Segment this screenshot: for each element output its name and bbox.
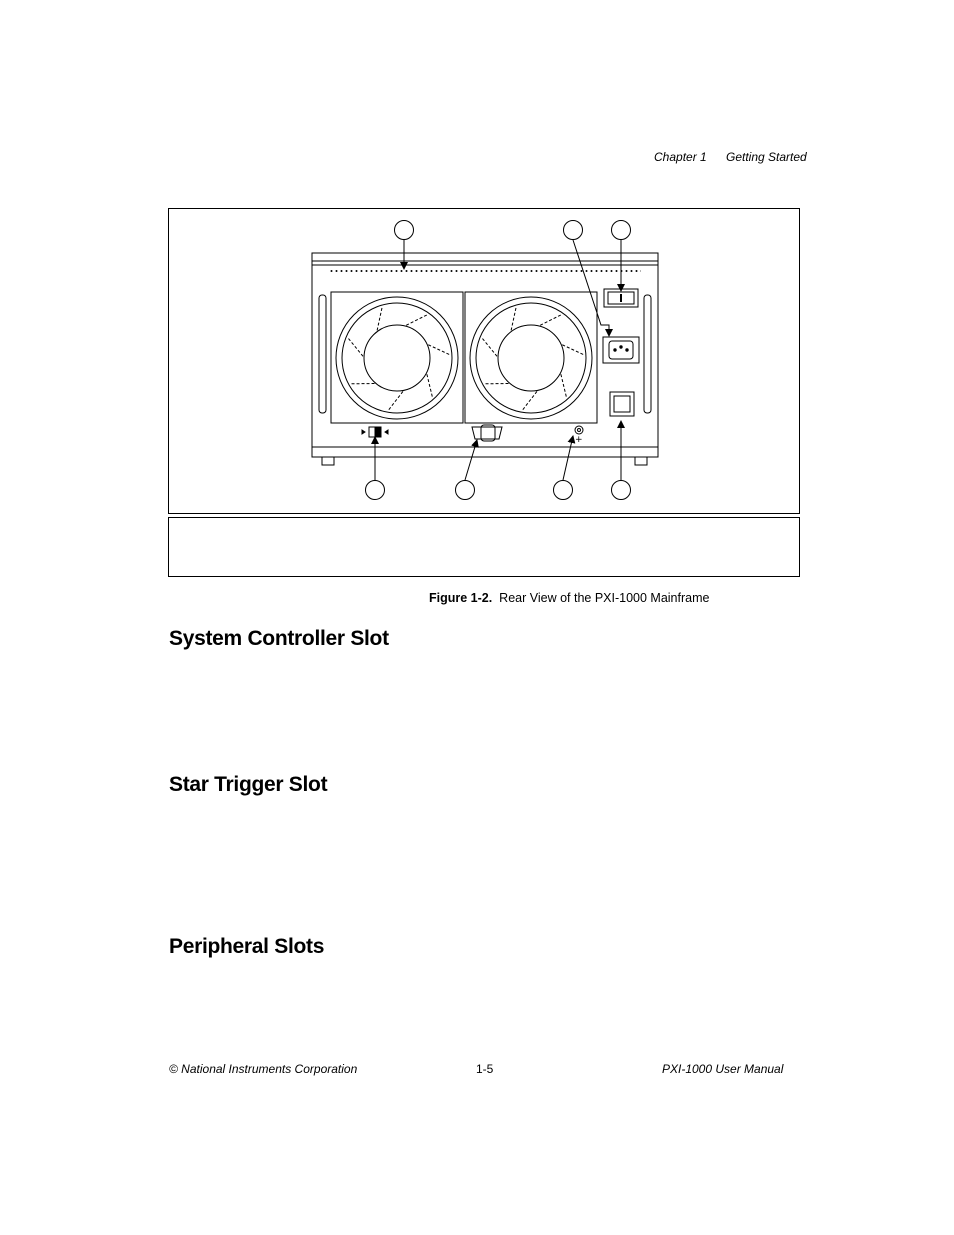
leader-connector: [465, 440, 477, 480]
fan-panel-left: [331, 292, 463, 423]
callout-bottom-2: [456, 481, 475, 500]
ground-symbol: +: [575, 435, 583, 445]
callout-top-2: [564, 221, 583, 240]
fan-left: [336, 297, 458, 419]
fan-hub: [364, 325, 430, 391]
figure-caption-text: Rear View of the PXI-1000 Mainframe: [499, 591, 710, 605]
figure-label: Figure 1-2.: [429, 591, 493, 605]
fan-right: [470, 297, 592, 419]
heading-system-controller-slot: System Controller Slot: [169, 627, 389, 650]
footer-manual-title: PXI-1000 User Manual: [662, 1062, 784, 1076]
voltage-selector: [610, 392, 634, 416]
header-chapter: Chapter 1: [654, 150, 707, 164]
fan-blade: [406, 314, 428, 325]
fan-blade: [481, 337, 497, 356]
fan-inner-ring: [476, 303, 586, 413]
fan-blade: [377, 306, 382, 330]
header-section: Getting Started: [726, 150, 807, 164]
rear-view-figure: [168, 208, 800, 514]
callout-top-1: [395, 221, 414, 240]
figure-legend-box: [168, 517, 800, 577]
fan-blade: [561, 374, 567, 398]
figure-caption: [429, 591, 709, 605]
fan-blade: [427, 374, 433, 398]
fan-outer-ring: [470, 297, 592, 419]
callout-bottom-3: [554, 481, 573, 500]
fan-blade: [562, 345, 585, 356]
footer-copyright: © National Instruments Corporation: [169, 1062, 358, 1076]
ac-power-inlet: [603, 337, 639, 363]
inhibit-connector: [472, 425, 502, 441]
callout-top-3: [612, 221, 631, 240]
fan-blade: [428, 345, 451, 356]
power-switch: [604, 289, 638, 307]
ground-terminal: [575, 426, 583, 434]
fan-outer-ring: [336, 297, 458, 419]
fan-blade: [511, 306, 516, 330]
heading-star-trigger-slot: Star Trigger Slot: [169, 773, 328, 796]
fan-blade: [540, 314, 562, 325]
vent-grille: [329, 268, 641, 274]
fan-hub: [498, 325, 564, 391]
footer-page-number: 1-5: [476, 1062, 494, 1076]
fan-blade: [347, 337, 363, 356]
callout-bottom-4: [612, 481, 631, 500]
leader-ac-inlet: [573, 240, 609, 336]
fan-speed-switch: [362, 427, 388, 437]
rear-view-illustration: [169, 209, 799, 513]
heading-peripheral-slots: Peripheral Slots: [169, 935, 325, 958]
fan-blade: [522, 391, 537, 411]
fan-inner-ring: [342, 303, 452, 413]
fan-blade: [388, 391, 403, 411]
leader-ground: [563, 436, 573, 480]
fan-panel-right: [465, 292, 597, 423]
callout-bottom-1: [366, 481, 385, 500]
